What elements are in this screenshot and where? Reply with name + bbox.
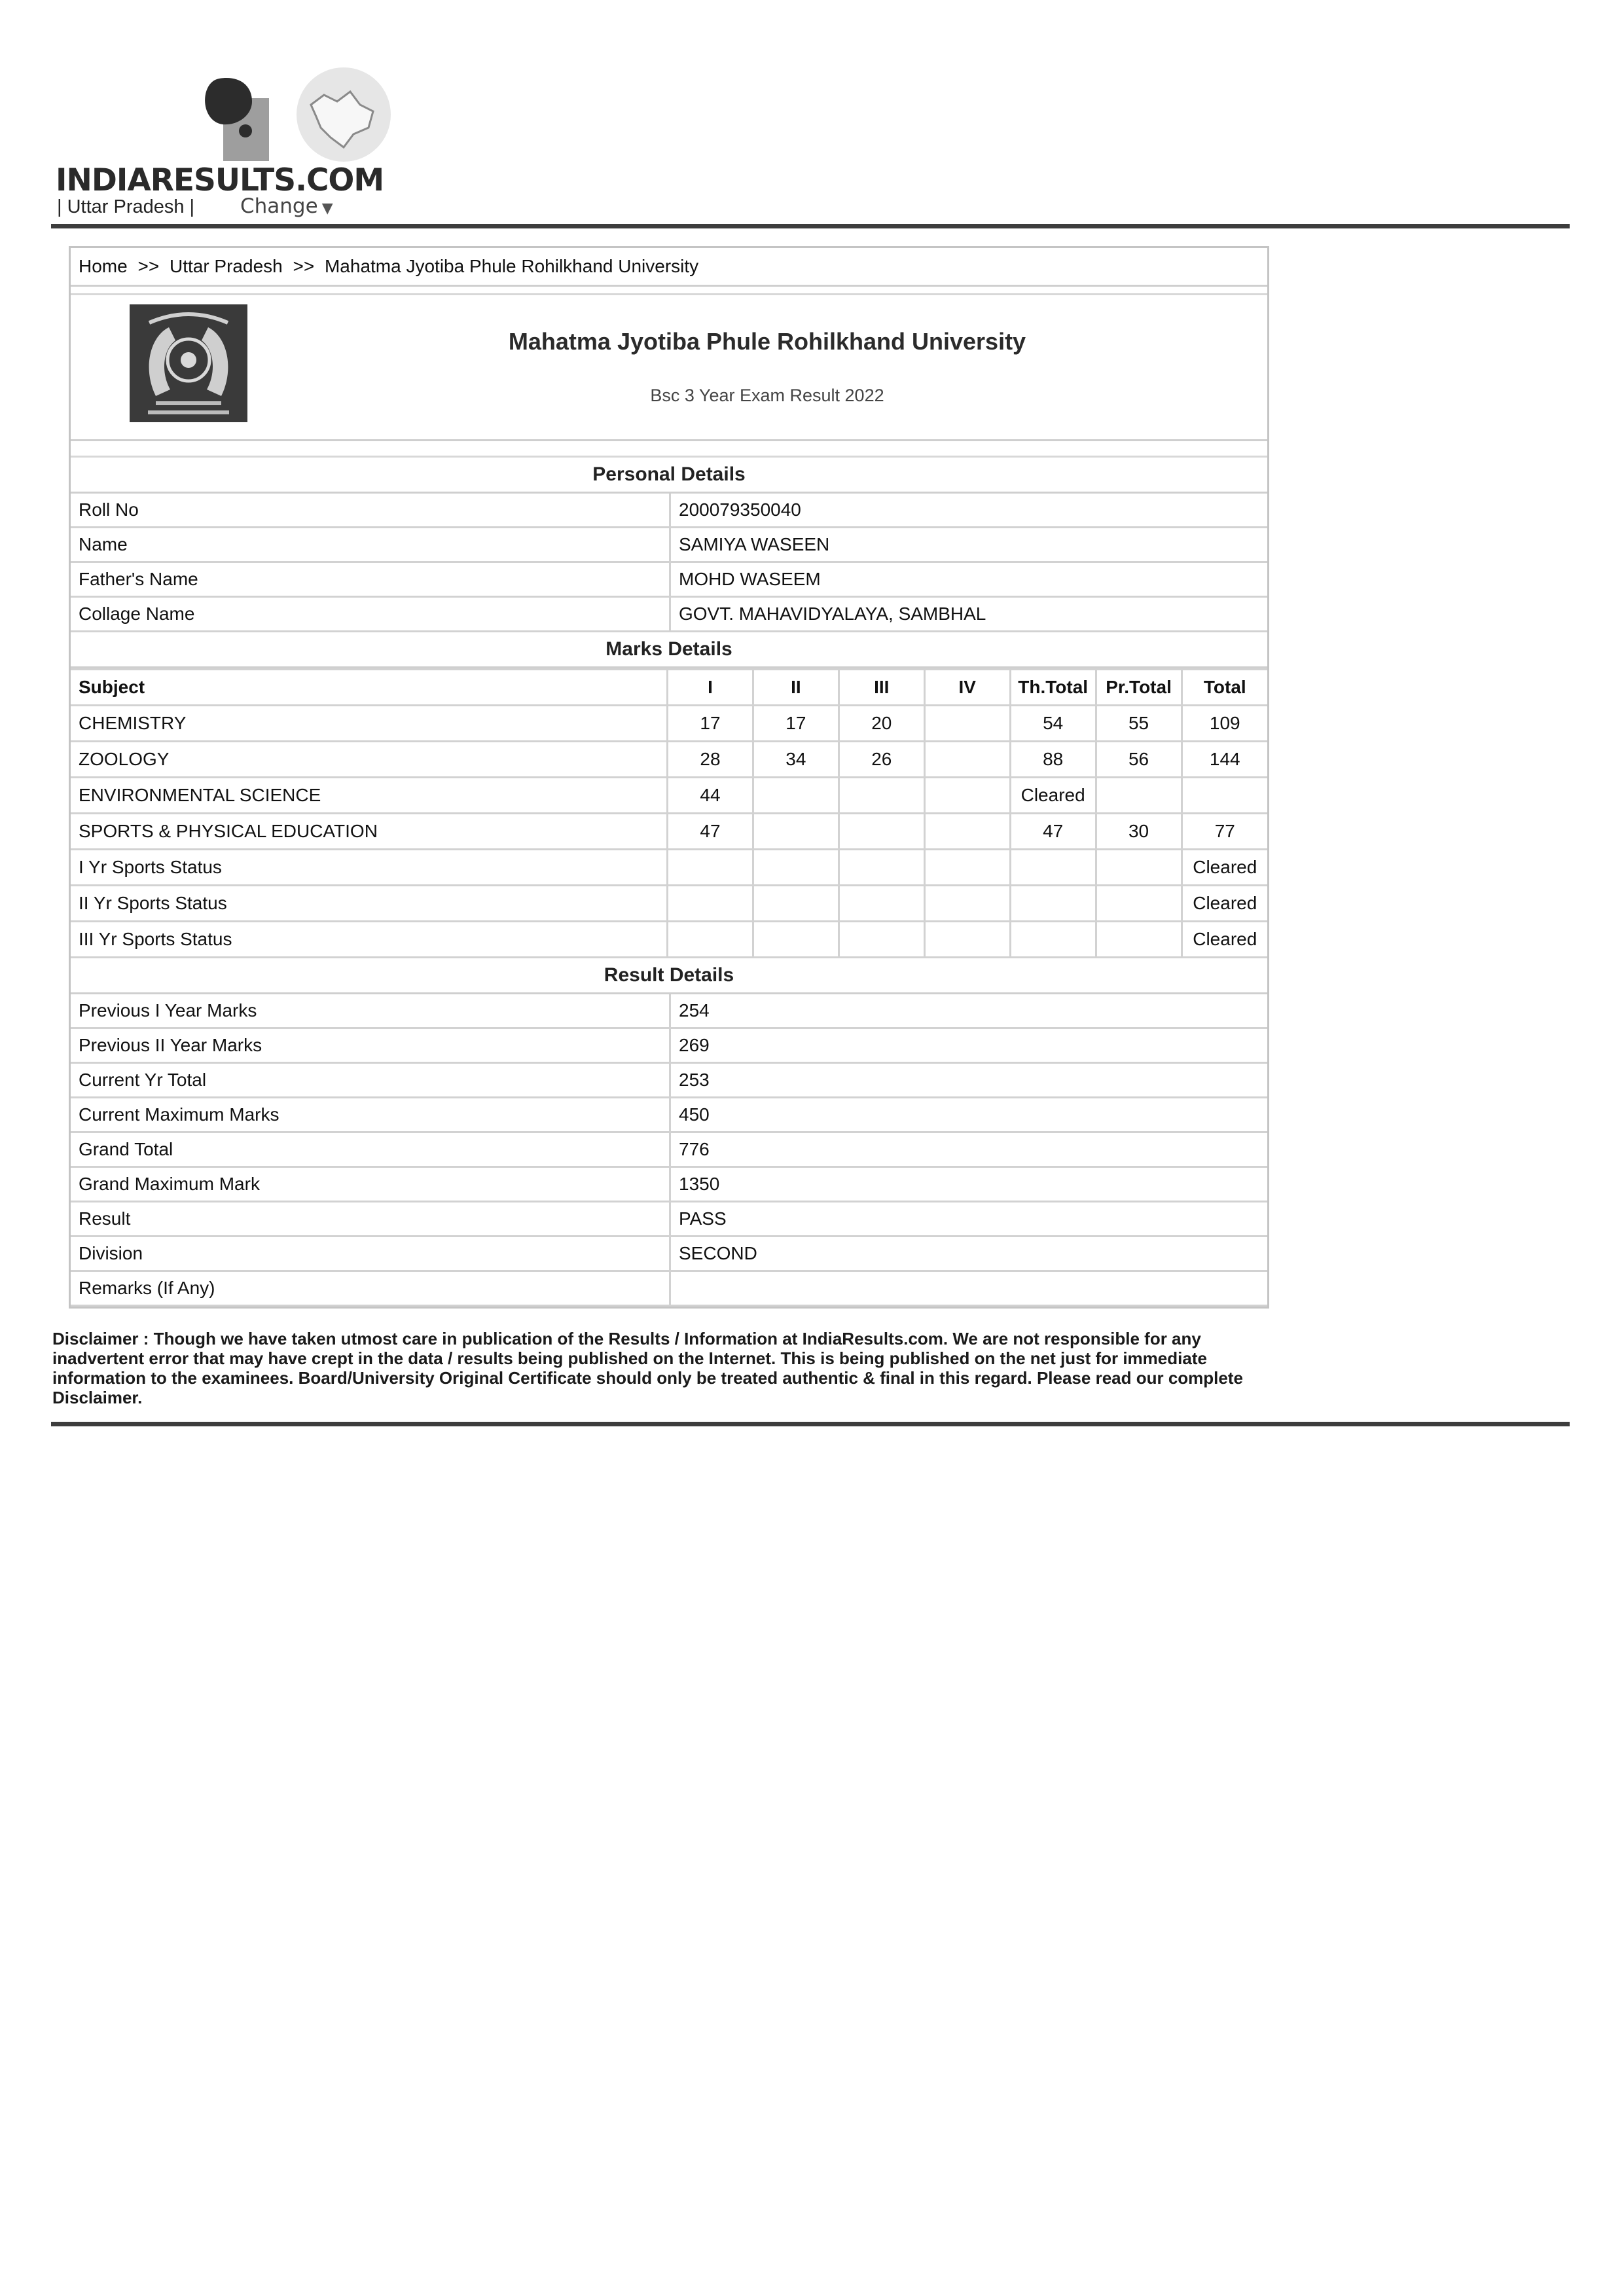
change-label: Change: [240, 194, 318, 218]
subject-cell: SPORTS & PHYSICAL EDUCATION: [71, 814, 668, 850]
theory-total-header: Th.Total: [1010, 670, 1096, 706]
paper-4-cell: [924, 742, 1010, 778]
personal-details-table: [71, 494, 1267, 632]
practical-total-cell: [1096, 778, 1182, 814]
change-state-link[interactable]: [240, 194, 333, 218]
paper-4-cell: [924, 886, 1010, 922]
table-row: [71, 814, 1267, 850]
result-value: SECOND: [670, 1237, 1268, 1271]
name-label: Name: [71, 528, 670, 562]
paper-3-cell: [839, 778, 924, 814]
table-row: [71, 922, 1267, 958]
table-row: [71, 1063, 1267, 1098]
paper-2-cell: 34: [753, 742, 839, 778]
theory-total-cell: 54: [1010, 706, 1096, 742]
breadcrumb: [71, 248, 1267, 287]
paper-3-cell: [839, 814, 924, 850]
total-cell: 77: [1182, 814, 1267, 850]
theory-total-cell: [1010, 886, 1096, 922]
result-panel: [69, 246, 1269, 1309]
paper-2-cell: [753, 850, 839, 886]
spacer-row: [71, 441, 1267, 458]
table-row: [71, 1237, 1267, 1271]
marks-body: [71, 706, 1267, 958]
result-value: 450: [670, 1098, 1268, 1132]
result-value: 269: [670, 1028, 1268, 1063]
paper-2-cell: [753, 922, 839, 958]
exam-title: Bsc 3 Year Exam Result 2022: [650, 386, 884, 405]
paper-1-cell: [668, 850, 753, 886]
result-details-table: [71, 994, 1267, 1307]
college-name-value: GOVT. MAHAVIDYALAYA, SAMBHAL: [670, 597, 1268, 632]
subject-cell: I Yr Sports Status: [71, 850, 668, 886]
paper-1-header: I: [668, 670, 753, 706]
table-row: [71, 886, 1267, 922]
table-row: [71, 494, 1267, 528]
paper-2-cell: [753, 778, 839, 814]
roll-no-value: 200079350040: [670, 494, 1268, 528]
table-row: [71, 850, 1267, 886]
subject-cell: ENVIRONMENTAL SCIENCE: [71, 778, 668, 814]
marks-header-row: [71, 670, 1267, 706]
university-header: [71, 293, 1267, 441]
paper-2-header: II: [753, 670, 839, 706]
paper-4-cell: [924, 778, 1010, 814]
paper-3-cell: [839, 850, 924, 886]
breadcrumb-university[interactable]: Mahatma Jyotiba Phule Rohilkhand University: [324, 256, 699, 276]
total-cell: Cleared: [1182, 850, 1267, 886]
paper-3-cell: [839, 922, 924, 958]
paper-1-cell: 47: [668, 814, 753, 850]
result-label: Previous I Year Marks: [71, 994, 670, 1028]
paper-1-cell: [668, 922, 753, 958]
theory-total-cell: [1010, 850, 1096, 886]
table-row: [71, 1202, 1267, 1237]
footer-divider: [51, 1422, 1570, 1426]
paper-1-cell: 28: [668, 742, 753, 778]
breadcrumb-separator: >>: [137, 256, 160, 276]
father-name-label: Father's Name: [71, 562, 670, 597]
site-logo[interactable]: [56, 65, 384, 223]
table-row: [71, 1132, 1267, 1167]
paper-3-cell: 26: [839, 742, 924, 778]
college-name-label: Collage Name: [71, 597, 670, 632]
subject-cell: CHEMISTRY: [71, 706, 668, 742]
paper-3-header: III: [839, 670, 924, 706]
total-cell: 144: [1182, 742, 1267, 778]
result-body: [71, 994, 1267, 1306]
practical-total-header: Pr.Total: [1096, 670, 1182, 706]
theory-total-cell: [1010, 922, 1096, 958]
logo-text: INDIARESULTS.COM: [56, 162, 384, 198]
result-label: Grand Total: [71, 1132, 670, 1167]
total-cell: Cleared: [1182, 886, 1267, 922]
total-cell: 109: [1182, 706, 1267, 742]
paper-4-cell: [924, 922, 1010, 958]
table-row: [71, 778, 1267, 814]
father-name-value: MOHD WASEEM: [670, 562, 1268, 597]
practical-total-cell: [1096, 886, 1182, 922]
marks-details-title: Marks Details: [71, 632, 1267, 668]
paper-4-cell: [924, 814, 1010, 850]
result-value: 253: [670, 1063, 1268, 1098]
theory-total-cell: Cleared: [1010, 778, 1096, 814]
subject-cell: II Yr Sports Status: [71, 886, 668, 922]
table-row: [71, 994, 1267, 1028]
table-row: [71, 562, 1267, 597]
total-cell: Cleared: [1182, 922, 1267, 958]
chevron-down-icon: ▼: [321, 200, 333, 217]
table-row: [71, 1271, 1267, 1306]
theory-total-cell: 88: [1010, 742, 1096, 778]
subject-header: Subject: [71, 670, 668, 706]
table-row: [71, 706, 1267, 742]
breadcrumb-separator: >>: [293, 256, 315, 276]
table-row: [71, 742, 1267, 778]
paper-1-cell: 44: [668, 778, 753, 814]
result-value: 254: [670, 994, 1268, 1028]
table-row: [71, 1028, 1267, 1063]
marks-table: [71, 668, 1267, 958]
paper-4-cell: [924, 850, 1010, 886]
practical-total-cell: 30: [1096, 814, 1182, 850]
paper-4-cell: [924, 706, 1010, 742]
table-row: [71, 597, 1267, 632]
state-label: | Uttar Pradesh |: [57, 196, 195, 217]
name-value: SAMIYA WASEEN: [670, 528, 1268, 562]
table-row: [71, 528, 1267, 562]
result-label: Current Yr Total: [71, 1063, 670, 1098]
breadcrumb-state[interactable]: Uttar Pradesh: [169, 256, 283, 276]
header-divider: [51, 224, 1570, 228]
breadcrumb-home[interactable]: Home: [79, 256, 128, 276]
indiaresults-logo-icon: [160, 65, 396, 170]
result-value: 776: [670, 1132, 1268, 1167]
subject-cell: ZOOLOGY: [71, 742, 668, 778]
subject-cell: III Yr Sports Status: [71, 922, 668, 958]
result-label: Remarks (If Any): [71, 1271, 670, 1306]
result-value: PASS: [670, 1202, 1268, 1237]
paper-1-cell: [668, 886, 753, 922]
practical-total-cell: [1096, 922, 1182, 958]
table-row: [71, 1098, 1267, 1132]
practical-total-cell: 56: [1096, 742, 1182, 778]
paper-2-cell: [753, 886, 839, 922]
paper-2-cell: 17: [753, 706, 839, 742]
table-row: [71, 1167, 1267, 1202]
practical-total-cell: [1096, 850, 1182, 886]
result-label: Result: [71, 1202, 670, 1237]
disclaimer-text: Disclaimer : Though we have taken utmost care in publication of the Results / Information at IndiaResults.com. We are not responsible for any inadvertent error that may have crept in the data / results being published on the Internet. This is being published on the net just for immediate information to the examinees. Board/University Original Certificate should only be treated authentic & final in this regard. Please read our complete Disclaimer.: [52, 1329, 1243, 1407]
roll-no-label: Roll No: [71, 494, 670, 528]
paper-3-cell: 20: [839, 706, 924, 742]
result-value: 1350: [670, 1167, 1268, 1202]
result-label: Current Maximum Marks: [71, 1098, 670, 1132]
paper-2-cell: [753, 814, 839, 850]
practical-total-cell: 55: [1096, 706, 1182, 742]
theory-total-cell: 47: [1010, 814, 1096, 850]
paper-4-header: IV: [924, 670, 1010, 706]
university-name: Mahatma Jyotiba Phule Rohilkhand University: [508, 328, 1026, 355]
result-label: Previous II Year Marks: [71, 1028, 670, 1063]
result-label: Grand Maximum Mark: [71, 1167, 670, 1202]
result-label: Division: [71, 1237, 670, 1271]
result-details-title: Result Details: [71, 958, 1267, 994]
paper-3-cell: [839, 886, 924, 922]
total-cell: [1182, 778, 1267, 814]
result-value: [670, 1271, 1268, 1306]
personal-details-title: Personal Details: [71, 458, 1267, 494]
paper-1-cell: 17: [668, 706, 753, 742]
total-header: Total: [1182, 670, 1267, 706]
